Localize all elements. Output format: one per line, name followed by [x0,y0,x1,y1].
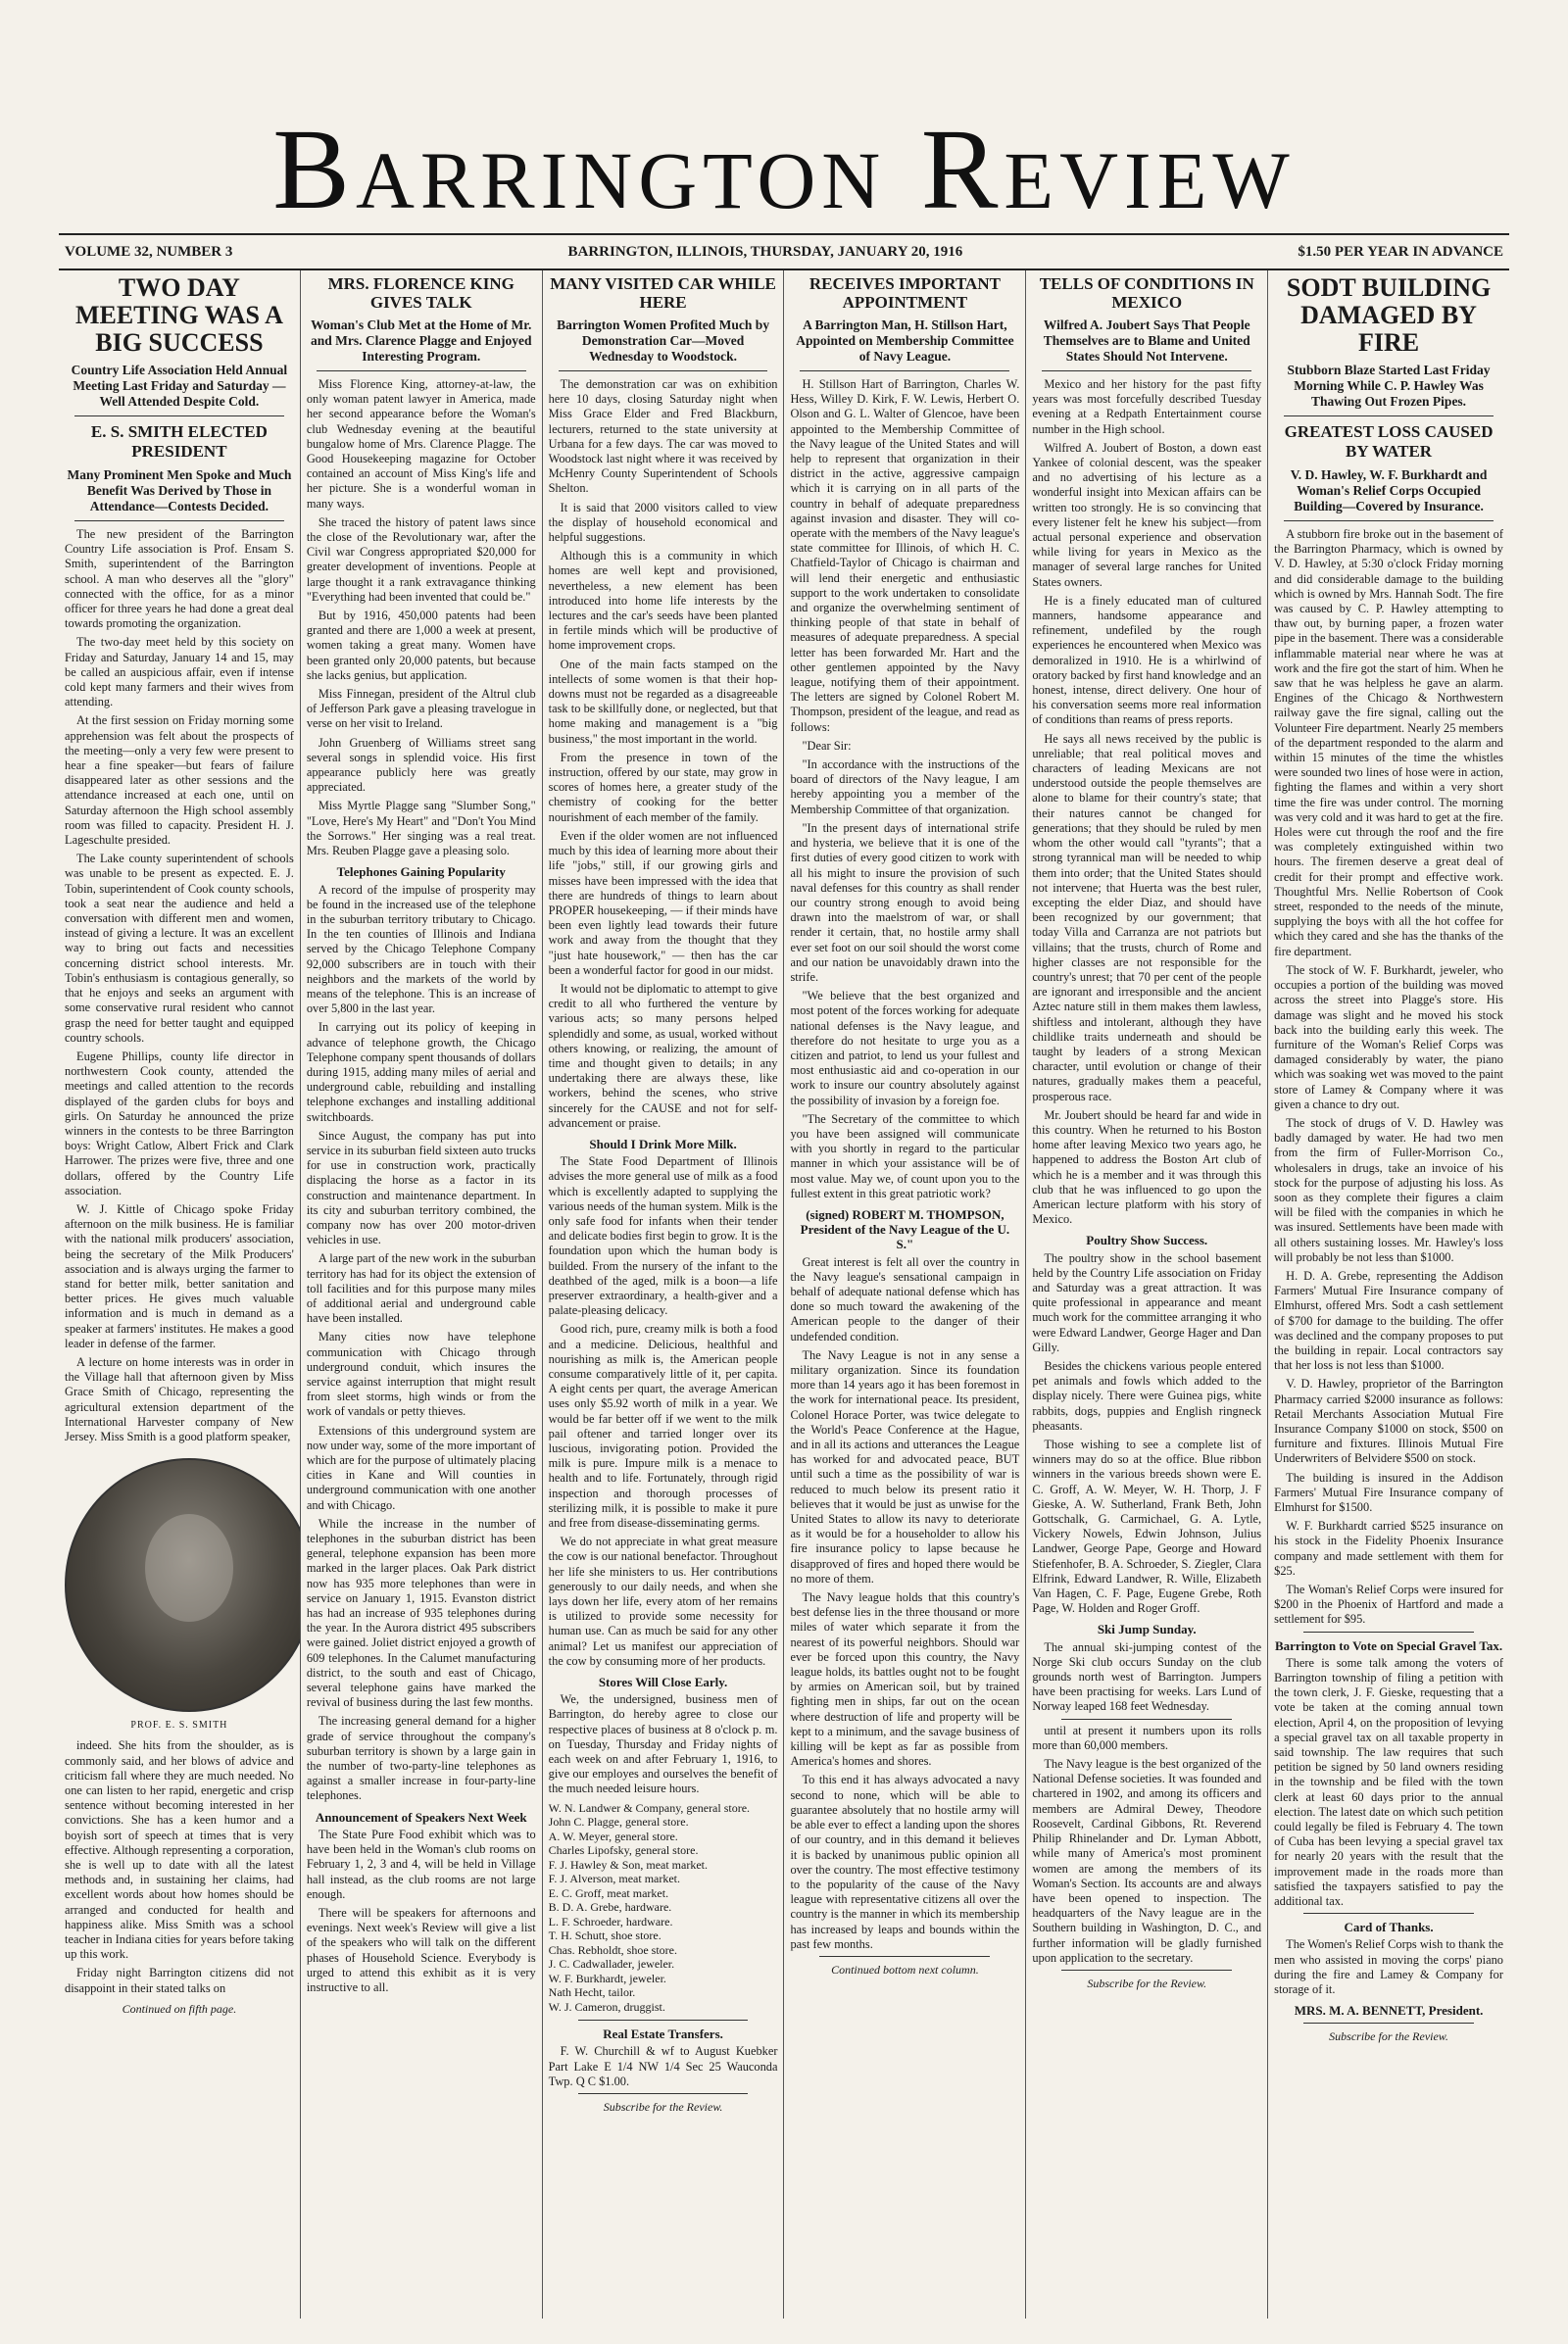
paragraph: Wilfred A. Joubert of Boston, a down east Yankee of colonial descent, was the speaker and no advertising of his lecture as a wonderful insight into Mexican affairs can be written too strongly. He is so convincing that every listener felt he knew his subject—from actual personal experience and observation while living for years in Mexico as the manager of several large ranches for United States owners. [1032,440,1262,589]
headline-visited-car: MANY VISITED CAR WHILE HERE [550,274,776,312]
list-item: W. F. Burkhardt, jeweler. [548,1971,666,1985]
column-3 [543,270,785,2319]
paragraph: The demonstration car was on exhibition here 10 days, closing Saturday night when Miss Grace Elder and Fred Blackburn, lecturers, returned to the state university at Urbana for a few days. The car was moved to Woodstock last night where it was received by McHenry County Superintendent of Schools Shelton. [548,377,778,496]
paragraph: The Navy League is not in any sense a military organization. Since its foundation more than 14 years ago it has been foremost in the work for international peace. Its president, Colonel Horace Porter, was twice delegate to the World's Peace Conference at the Hague, and in all its actions and utterances the League has worked for and advocated peace, BUT until such a time as the possibility of war is reduced to much below its present ratio it believes that it would be just as unwise for the United States to allow its navy to deteriorate as it would be for a householder to allow his fire insurance policy to lapse because he disapproved of fires and hoped there would be no more of them. [790,1347,1020,1586]
letter-signature: (signed) ROBERT M. THOMPSON, President of the Navy League of the U. S." [800,1206,1010,1252]
paragraph: Great interest is felt all over the country in the Navy league's sensational campaign in behalf of adequate national defense which has done so much toward the awakening of the American people to the danger of their undefended condition. [790,1254,1020,1343]
divider [74,520,284,521]
paragraph: The Navy league is the best organized of the National Defense societies. It was founded and chartered in 1902, and among its officers and members are Admiral Dewey, Theodore Roosevelt, Cardinal Gibbons, Rt. Reverend Philip Rhinelander and Dr. Lyman Abbott, while many of America's most prominent women are among the members of its Woman's Section. Its accounts are and always have been opened to inspection. The headquarters of the Navy league are in the Southern building in Washington, D. C., and further information will be gladly furnished upon application to the secretary. [1032,1757,1262,1965]
paragraph: "We believe that the best organized and most potent of the forces working for adequate national defenses is the Navy league, and therefore do not hesitate to urge you as a citizen and patriot, to lend us your fullest and most enthusiastic aid and co-operation in our work to insure our country absolutely against the possibility of invasion by a foreign foe. [790,989,1020,1107]
subhead-gravel-tax: Barrington to Vote on Special Gravel Tax. [1274,1637,1503,1653]
paragraph: In carrying out its policy of keeping in advance of telephone growth, the Chicago Telephone company spent thousands of dollars during 1915, adding many miles of aerial and underground cable, rebuilding and installing telephone exchanges and installing additional switchboards. [306,1020,536,1124]
paragraph: F. W. Churchill & wf to August Kuebker Part Lake E 1/4 NW 1/4 Sec 25 Wauconda Twp. Q C $1.00. [548,2044,778,2088]
deck-appointment: A Barrington Man, H. Stillson Hart, Appointed on Membership Committee of Navy League. [796,317,1014,364]
paragraph: It would not be diplomatic to attempt to give credit to all who furthered the venture by various acts; so many persons helped splendidly and some, as usual, worked without others knowing, or realizing, the amount of time and thought given to details; in any undertaking there are always these, like workers, behind the scenes, who strive sincerely for the CAUSE and not for self-advancement or praise. [548,981,778,1130]
signers-list [549,1801,778,2015]
list-item: John C. Plagge, general store. [548,1815,689,1830]
paragraph: H. D. A. Grebe, representing the Addison Farmers' Mutual Fire Insurance company of Elmhurst, offered Mrs. Sodt a cash settlement of $700 for damage to the building. The offer was declined and the company proposes to put the building in repair. Local contractors say that her loss is not less than $1000. [1274,1268,1503,1373]
subhead-speakers: Announcement of Speakers Next Week [315,1809,527,1825]
column-4 [784,270,1026,2319]
paragraph: Miss Florence King, attorney-at-law, the only woman patent lawyer in America, made her second appearance before the Woman's club Wednesday evening at the beautiful bungalow home of Mrs. Clarence Plagge. The Good Housekeeping magazine for October contained an account of Miss King's life and her picture. She is a wonderful woman in many ways. [306,377,536,511]
paragraph: We do not appreciate in what great measure the cow is our national benefactor. Throughout her life she ministers to us. Her contributions generously to our daily needs, and when she lays down her life, every atom of her remains is utilized to provide some necessity for human use. Can as much be said for any other animal? Let us manifest our appreciation of the cow by consuming more of her products. [548,1535,778,1668]
paragraph: The two-day meet held by this society on Friday and Saturday, January 14 and 15, may be called an auspicious affair, even if intense cold kept many farmers and their wives from attending. [65,635,294,709]
subscribe-note: Subscribe for the Review. [1087,1976,1207,1990]
paragraph: The building is insured in the Addison Farmers' Mutual Fire Insurance company of Elmhurst for $1500. [1274,1470,1503,1514]
deck-smith: Many Prominent Men Spoke and Much Benefit Was Derived by Those in Attendance—Contests Decided. [67,467,292,513]
list-item: Chas. Rebholdt, shoe store. [548,1942,677,1957]
paragraph: The Woman's Relief Corps were insured for $200 in the Phoenix of Hartford and made a settlement for $95. [1274,1583,1503,1627]
list-item: E. C. Groff, meat market. [548,1885,669,1900]
paragraph: Extensions of this underground system are now under way, some of the more important of which are for the purpose of ultimately placing cities in Kane and Will counties in underground communication with one another and with Chicago. [306,1423,536,1512]
paragraph: Those wishing to see a complete list of winners may do so at the office. Blue ribbon winners in the various breeds shown were E. C. Groff, A. W. Meyer, W. H. Thorp, J. F Gieske, A. W. Sutherland, Frank Beth, John Gottschalk, G. Carmichael, G. A. Lytle, Vickery Nowels, Edwin Johnson, Julius Landwer, George Pape, George and Howard Stiefenhofer, B. A. Schroeder, S. Ziegler, Clara Elfrink, Edward Landwer, R. Wille, Elizabeth Van Hagen, C. F. Page, Eugene Grebe, Roth Page, W. Holden and Roger Groff. [1032,1438,1262,1616]
divider [800,370,1009,371]
deck-king: Woman's Club Met at the Home of Mr. and Mrs. Clarence Plagge and Enjoyed Interesting Program. [310,317,532,364]
paragraph: until at present it numbers upon its rolls more than 60,000 members. [1032,1723,1262,1752]
paragraph: "In the present days of international strife and hysteria, we believe that it is one of the first duties of every good citizen to work with all his might to insure the provision of such naval defenses for this country as shall render our country strong enough to avoid being drawn into the maelstrom of war, or shall render it certain, that, no hostile army shall ever set foot on our soil should the worst come and our nation be unavoidably drawn into the strife. [790,820,1020,984]
portrait-photo [65,1458,301,1712]
headline-appointment: RECEIVES IMPORTANT APPOINTMENT [808,274,1001,312]
paragraph: It is said that 2000 visitors called to view the display of household economical and helpful suggestions. [548,500,778,545]
subscription-price: $1.50 PER YEAR IN ADVANCE [1298,243,1503,260]
divider [1303,1913,1474,1914]
divider [559,370,768,371]
list-item: L. F. Schroeder, hardware. [548,1914,673,1929]
dateline-bar [59,233,1509,270]
paragraph: W. F. Burkhardt carried $525 insurance on his stock in the Fidelity Phoenix Insurance company and made settlement with them for $25. [1274,1519,1503,1578]
paragraph: Since August, the company has put into service in its suburban field sixteen auto trucks for use in construction work, practically displacing the horse as a factor in its construction and maintenance department. In its city and suburban territory combined, the company now has over 200 motor-driven vehicles in use. [306,1128,536,1247]
paragraph: He is a finely educated man of cultured manners, handsome appearance and refinement, undefiled by the rough experiences he encountered when Mexico was demoralized in 1910. He is a whirlwind of oratory backed by first hand knowledge and an honest, intense, direct delivery. One hour of his conversation seems more real information of conditions than reams of press reports. [1032,593,1262,727]
paragraph: A large part of the new work in the suburban territory has had for its object the extension of toll facilities and for this purpose many miles of additional aerial and underground cable have been installed. [306,1251,536,1326]
deck-car: Barrington Women Profited Much by Demonstration Car—Moved Wednesday to Woodstock. [557,317,770,364]
paragraph: Mexico and her history for the past fifty years was most forcefully described Tuesday evening at a Redpath Entertainment course number in the High school. [1032,377,1262,436]
paragraph: The Navy league holds that this country's best defense lies in the three thousand or more miles of water which separate it from the nearest of its powerful neighbors. Should war ever be forced upon this country, the Navy league holds, its battles ought not to be fought by armies on American soil, but by trained fighting men in ships, far out on the ocean where destruction of life and property will be kept to a minimum, and the savage business of killing will be kept as far as possible from America's homes and shores. [790,1590,1020,1769]
list-item: A. W. Meyer, general store. [548,1829,678,1843]
paragraph: He says all news received by the public is unreliable; that real political moves and characters of leading Mexicans are not understood outside the people themselves are alone to blame for their country's state; that their natures cannot be changed for generations; that they should be ruled by men whom the other would call "tyrants"; that a strong tyrannical man will be needed to whip them into order; that the United States should not intervene; that Huerta was the best ruler, excepting the elder Diaz, and should have been recognized by our government; that today Villa and Carranza are not patriots but villains; that the trusts, church of Rome and higher classes are not responsible for the country's unrest; that 70 per cent of the people are ignorant and irresponsible and the ancient Aztec nature still in them makes them lawless, shiftless and intolerant, although they have childlike traits underneath and should be taught by leaders of a strong Mexican character, until evolution or change of their natures, gradually makes them a peaceful, prosperous race. [1032,731,1262,1103]
divider [819,1956,990,1957]
list-item: T. H. Schutt, shoe store. [548,1929,662,1943]
divider [1284,520,1494,521]
divider [1303,1632,1474,1633]
paragraph: Eugene Phillips, county life director in northwestern Cook county, attended the meetings and called attention to the records displayed of the garden clubs for boys and girls. On Saturday he announced the prize winners in the contests to be three Barrington boys: Wright Catlow, Albert Frick and Clark Harrower. The prizes were five, three and one dollars, offered by the Country Life association. [65,1049,294,1197]
paragraph: The State Food Department of Illinois advises the more general use of milk as a food which is excellently adapted to supplying the various needs of the human system. Milk is the only safe food for infants when their tender and delicate bodies first begin to grow. It is the foundation upon which the human body is builded. From the nursery of the infant to the deathbed of the aged, milk is a boon—a life preserver extraordinary, a health-giver and a palate-pleasing delicacy. [548,1154,778,1318]
paragraph: Even if the older women are not influenced much by this idea of learning more about their life "jobs," still, if our growing girls and misses have been impressed with the idea that there are hundreds of things to learn about PROPER housekeeping, — if their minds have been even lightly lead towards their future work and away from the thought that they "just hate housework," — then has the car been a wonderful factor for good in our midst. [548,828,778,977]
portrait-caption: PROF. E. S. SMITH [130,1720,228,1732]
headline-water-loss: GREATEST LOSS CAUSED BY WATER [1284,422,1494,461]
paragraph: At the first session on Friday morning some apprehension was felt about the prospects of the meeting—only a very few were present to hear a fine speaker—but fears of failure disappeared later as other sessions and the attendance increased at each one, until on Saturday afternoon the High school assembly room was filled to capacity. President H. J. Lageschulte presided. [65,713,294,848]
masthead-title: Barrington Review [272,105,1296,233]
thanks-signature: MRS. M. A. BENNETT, President. [1294,2003,1484,2019]
paragraph: She traced the history of patent laws since the close of the Revolutionary war, after the Civil war Congress appropriated $20,000 for greater development of inventions. People at large thought it a rank extravagance thinking "Everything had been invented that could be." [306,514,536,604]
column-6 [1268,270,1509,2319]
divider [578,2093,749,2094]
deck-water: V. D. Hawley, W. F. Burkhardt and Woman's Relief Corps Occupied Building—Covered by Insurance. [1290,467,1488,513]
paragraph: Besides the chickens various people entered pet animals and fowls which added to the display nicely. There were Guinea pigs, white rabbits, dogs, puppies and English ringneck pheasants. [1032,1359,1262,1433]
divider [1284,415,1494,416]
subhead-ski-jump: Ski Jump Sunday. [1097,1622,1197,1637]
paragraph: The increasing general demand for a higher grade of service throughout the company's suburban territory is shown by a large gain in the number of two-party-line telephones as against a smaller increase in four-party-line telephones. [306,1714,536,1803]
paragraph: "The Secretary of the committee to which you have been assigned will communicate with you shortly in regard to the particular manner in which your assistance will be of most value. May we, of count upon you to the fullest extent in this great patriotic work? [790,1111,1020,1200]
paragraph: Mr. Joubert should be heard far and wide in this country. When he returned to his Boston home after leaving Mexico two years ago, he happened to address the Boston Art club of which he is a member and it was through this club that he was influenced to go upon the American lecture platform with his story of Mexico. [1032,1107,1262,1227]
paragraph: A lecture on home interests was in order in the Village hall that afternoon given by Miss Grace Smith of Chicago, representing the agricultural extension department of the International Harvester company of New Jersey. Miss Smith is a good platform speaker, [65,1354,294,1443]
deck-meeting: Country Life Association Held Annual Meeting Last Friday and Saturday —Well Attended Despite Cold. [71,363,288,409]
paragraph: We, the undersigned, business men of Barrington, do hereby agree to close our respective places of business at 8 o'clock p. m. on Tuesday, Thursday and Friday nights of each week on and after February 1, 1916, to give our employes and ourselves the benefit of the much needed leisure hours. [548,1692,778,1796]
paragraph: The poultry show in the school basement held by the Country Life association on Friday and Saturday was a great attraction. It was quite professional in appearance and meant much work for the committee arranging it who were Edward Landwer, George Hager and Dan Gilly. [1032,1250,1262,1354]
paragraph: The State Pure Food exhibit which was to have been held in the Woman's club rooms on February 1, 2, 3 and 4, will be held in Village hall instead, as the club rooms are not large enough. [306,1827,536,1901]
divider [1303,2023,1474,2024]
subhead-card-of-thanks: Card of Thanks. [1344,1920,1434,1935]
article-columns [59,270,1509,2319]
paragraph: Many cities now have telephone communication with Chicago through underground conduit, which insures the service against interruption that might result from sleet storms, high winds or from the work of vandals or petty thieves. [306,1330,536,1419]
divider [1042,370,1251,371]
headline-fire: SODT BUILDING DAMAGED BY FIRE [1286,273,1492,357]
column-5 [1026,270,1268,2319]
paragraph: Good rich, pure, creamy milk is both a food and a medicine. Delicious, healthful and nourishing as milk is, the American people consume comparatively little of it, per capita. A eight cents per quart, the average American uses only $5.92 worth of milk in a year. We would be far better off if we went to the milk pail oftener and tarried longer over its luscious, invigorating potion. Provided the milk is pure. Impure milk is a menace to health and to life. Fortunately, through rigid inspection and thorough processes of sterilizing milk, it is possible to make it pure and free from disease-disseminating germs. [548,1322,778,1531]
paragraph: "In accordance with the instructions of the board of directors of the Navy league, I am hereby appointing you a member of the Membership Committee of that organization. [790,757,1020,816]
paragraph: "Dear Sir: [802,738,852,753]
list-item: B. D. A. Grebe, hardware. [548,1900,672,1915]
paragraph: John Gruenberg of Williams street sang several songs in splendid voice. His first appearance publicly here was greatly appreciated. [306,735,536,795]
paragraph: H. Stillson Hart of Barrington, Charles W. Hess, Willey D. Kirk, F. W. Lewis, Herbert O. Olson and G. L. Walter of Glencoe, have been appointed to the Membership Committee of the Navy league of the United States and will help to represent that organization in their district in the active, aggressive campaign which it is carrying on in all parts of the country in behalf of adequate preparedness against invasion and disaster. They will co-operate with the members of the Navy league's state committee for Illinois, of which H. C. Chatfield-Taylor of Chicago is chairman and will lend their energetic and enthusiastic support to the work undertaken to consolidate and organize the overwhelming sentiment of thinking people of that state in behalf of measures of adequate preparedness. A special letter has been forwarded Mr. Hart and the other gentlemen appointed by the Navy league, notifying them of their appointment. The letters are signed by Colonel Robert M. Thompson, president of the league, and read as follows: [790,377,1020,734]
paragraph: V. D. Hawley, proprietor of the Barrington Pharmacy carried $2000 insurance as follows: Retail Merchants Association Mutual Fire Insurance Company $1000 on stock, $500 on furniture and fixtures. Illinois Mutual Fire Underwriters of Belvidere $500 on stock. [1274,1377,1503,1466]
column-1 [59,270,301,2319]
headline-king-talk: MRS. FLORENCE KING GIVES TALK [327,274,514,312]
paragraph: From the presence in town of the instruction, offered by our state, may grow in scores of homes here, a greater study of the chemistry of cooking for the better nourishment of each member of the family. [548,750,778,824]
paragraph: While the increase in the number of telephones in the suburban district has been general, telephone expansion has been more marked in the larger places. Oak Park district now has 935 more telephones than were in service on January 1, 1915. Evanston district has had an increase of 935 telephones during the year. In the Aurora district 495 subscribers were gained. Joliet district enjoyed a growth of 609 telephones. In the Calumet manufacturing district, to the south and east of Chicago, several telephone gains have marked the revival of business during the last few months. [306,1516,536,1710]
paragraph: W. J. Kittle of Chicago spoke Friday afternoon on the milk business. He is familiar with the national milk producers' association, being the secretary of the Milk Producers' association and is always urging the farmer to stand for better milk, better sanitation and better prices. He gives much valuable information and is much in demand as a speaker at farmers' institutes. He makes a good leader in defense of the farmer. [65,1201,294,1350]
paragraph: The new president of the Barrington Country Life association is Prof. Ensam S. Smith, superintendent of the Barrington school. A man who deserves all the "glory" connected with the office, for as a minor officer for three years he had done a great deal towards promoting the organization. [65,527,294,631]
list-item: F. J. Alverson, meat market. [548,1872,681,1886]
subscribe-note: Subscribe for the Review. [1329,2028,1448,2043]
paragraph: The stock of drugs of V. D. Hawley was badly damaged by water. He had two men from the firm of Fuller-Morrison Co., wholesalers in drugs, take an invoice of his stock for the purpose of adjusting his loss. As soon as they complete their figures a claim will be filed with the companies in which he was insured. Settlements have been made with all others sustaining losses. Mr. Hawley's loss will probably be not less than $1000. [1274,1115,1503,1264]
list-item: J. C. Cadwallader, jeweler. [548,1957,675,1972]
divider [1061,1970,1232,1971]
subscribe-note: Subscribe for the Review. [603,2100,723,2114]
place-date: BARRINGTON, ILLINOIS, THURSDAY, JANUARY 20, 1916 [567,243,963,260]
paragraph: The stock of W. F. Burkhardt, jeweler, who occupies a portion of the building was moved across the street into Plagge's store. His damage was slight and he moved his stock back into the building early this week. The furniture of the Woman's Relief Corps was damaged considerably by water, the piano which was soaking wet was moved to the paint store of Lamey & Company where it was given a chance to dry out. [1274,962,1503,1111]
divider [317,370,526,371]
paragraph: The annual ski-jumping contest of the Norge Ski club occurs Sunday on the club grounds north west of Barrington. Jumpers have been practising for weeks. Lars Lund of Norway leaped 168 feet Wednesday. [1032,1639,1262,1714]
subhead-real-estate: Real Estate Transfers. [603,2027,723,2042]
paragraph: The Women's Relief Corps wish to thank the men who assisted in moving the corps' piano during the fire and Lamey & Company for storage of it. [1274,1937,1503,1997]
divider [578,2020,749,2021]
deck-fire: Stubborn Blaze Started Last Friday Morning While C. P. Hawley Was Thawing Out Frozen Pipes. [1287,363,1491,409]
paragraph: But by 1916, 450,000 patents had been granted and there are 1,000 a week at present, women taking a great many. Women have been granted only 20,000 patents, but because she lacks genius, but application. [306,609,536,682]
headline-meeting: TWO DAY MEETING WAS A BIG SUCCESS [74,273,283,357]
subhead-telephones: Telephones Gaining Popularity [336,864,506,880]
divider [1061,1719,1232,1720]
paragraph: Friday night Barrington citizens did not disappoint in their stated talks on [65,1966,294,1995]
list-item: Charles Lipofsky, general store. [548,1843,699,1858]
subhead-milk: Should I Drink More Milk. [589,1136,737,1151]
paragraph: One of the main facts stamped on the intellects of some women is that their hop-downs must not be regarded as a disagreeable task to be skillfully done, or neglected, but that home making and management is a "big business," the most important in the world. [548,657,778,746]
list-item: W. J. Cameron, druggist. [548,1999,665,2014]
paragraph: The Lake county superintendent of schools was unable to be present as expected. E. J. Tobin, superintendent of Cook county schools, took a seat near the audience and held a conversation with different men and women, instead of giving a lecture. It was an excellent way to bring out facts and necessities concerning district school interests. Mr. Tobin's enthusiasm is contagious generally, so that he enjoys and seeks an argument with some conservative rural resident who cannot grasp the need for better taught and equipped country schools. [65,852,294,1045]
subhead-poultry: Poultry Show Success. [1086,1233,1208,1248]
paragraph: A record of the impulse of prosperity may be found in the increased use of the telephone in the suburban territory tributary to Chicago. In the ten counties of Illinois and Indiana served by the Chicago Telephone Company 92,000 subscribers are in touch with their neighbors and the markets of the world by means of the telephone. This is an increase of over 5,800 in the last year. [306,882,536,1016]
continued-note: Continued bottom next column. [831,1962,979,1977]
subhead-stores: Stores Will Close Early. [598,1675,728,1690]
paragraph: Miss Myrtle Plagge sang "Slumber Song," "Love, Here's My Heart" and "Don't You Mind the Sorrows." Her singing was a real treat. Mrs. Reuben Plagge gave a pleasing solo. [306,799,536,858]
column-2 [301,270,543,2319]
headline-smith-elected: E. S. SMITH ELECTED PRESIDENT [90,422,268,461]
paragraph: indeed. She hits from the shoulder, as is commonly said, and her blows of advice and criticism fall where they are much needed. No one can listen to her rapid, energetic and crisp sentence without becoming interested in her convictions. She has a keen humor and a boyish sort of speech at times that is very effective. Although representing a corporation, she is well up to date with all the latest methods and, in sustaining her claims, had excellent words about how homes should be arranged and conducted for health and happiness alike. Miss Smith was a school teacher in Indiana cities for years before taking up this work. [65,1738,294,1962]
paragraph: Miss Finnegan, president of the Altrul club of Jefferson Park gave a pleasing travelogue in verse on her visit to Ireland. [306,687,536,731]
paragraph: Although this is a community in which homes are well kept and provisioned, nevertheless, a new element has been introduced into home life interests by the lectures and the car's seeds have been planted in fertile minds which will be productive of home improvement crops. [548,549,778,653]
paragraph: To this end it has always advocated a navy second to none, which will be able to guarantee absolutely that no hostile army will be able ever to effect a landing upon the shores of our country, and in this demand it believes it is backed by unanimous public opinion all over the country. The most effective testimony to the popularity of the cause of the Navy league with representative citizens all over the country is the manner in which its membership has increased by leaps and bounds within the past few months. [790,1773,1020,1951]
headline-mexico: TELLS OF CONDITIONS IN MEXICO [1039,274,1254,312]
list-item: Nath Hecht, tailor. [548,1985,636,2000]
paragraph: A stubborn fire broke out in the basement of the Barrington Pharmacy, which is owned by V. D. Hawley, at 5:30 o'clock Friday morning and did considerable damage to the building which is owned by Mrs. Hannah Sodt. The fire was caused by C. P. Hawley attempting to thaw out, by burning paper, a frozen water pipe in the basement. There was a considerable inflammable material near where he was at work and the fire got the start of him. When he saw that he was helpless he gave an alarm. Engines of the Chicago & Northwestern railway gave the fire signal, calling out the Volunteer Fire department. Nearly 25 members of the department responded to the alarm and within 15 minutes of the time the whistles were sounded two lines of hose were in action, fighting the flames and within a very short time the fire was under control. The morning was very cold and it was hard to get at the fire. Holes were cut through the roof and the fire was completely extinguished within two hours. The firemen deserve a great deal of credit for their prompt and effective work. Thoughtful Mrs. Nellie Robertson of Cook street, responded to the needs of the minute, supplying the boys with all the hot coffee for which they cared and she has the thanks of the fire department. [1274,527,1503,958]
continued-note: Continued on fifth page. [122,2001,237,2016]
list-item: W. N. Landwer & Company, general store. [548,1800,751,1815]
volume-number: VOLUME 32, NUMBER 3 [65,243,233,260]
list-item: F. J. Hawley & Son, meat market. [548,1857,709,1872]
paragraph: There will be speakers for afternoons and evenings. Next week's Review will give a list of the speakers who will talk on the different phases of Household Science. Everybody is urged to attend this exhibit as it is very instructive to all. [306,1905,536,1994]
paragraph: There is some talk among the voters of Barrington township of filing a petition with the town clerk, J. F. Gieske, requesting that a vote be taken at the coming annual town election, April 4, on the proposition of levying a special gravel tax on all taxable property in said township. The law requires that such petition be signed by 50 land owners residing in the township and be filed with the town clerk at least 60 days prior to the annual election. The latest date on which such petition could legally be filed is February 4. The town of Cuba has been levying a special gravel tax for nearly 20 years with the result that the improvement made in the roads more than satisfied the taxpayers satisfied to pay the additional tax. [1274,1655,1503,1909]
deck-mexico: Wilfred A. Joubert Says That People Themselves are to Blame and United States Should Not Intervene. [1043,317,1250,364]
divider [74,415,284,416]
